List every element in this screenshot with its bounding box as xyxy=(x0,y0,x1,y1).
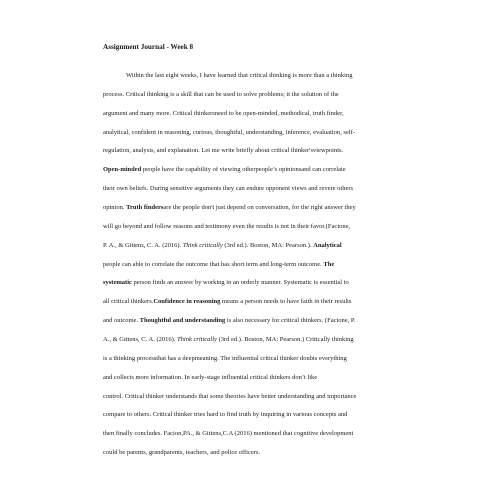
text-run: process. Critical thinking is a skill that can be used to solve problems; it the solution of the xyxy=(103,90,339,98)
bold-term: Open-minded xyxy=(103,166,142,174)
text-line xyxy=(103,166,403,185)
text-run: P. A., & Gittens, C. A. (2016). xyxy=(103,241,183,249)
text-line xyxy=(103,449,403,468)
text-line xyxy=(103,204,403,223)
bold-term: Confidence in reasoning xyxy=(153,298,221,306)
text-line xyxy=(103,223,403,242)
text-run: argument and many more. Critical thinkersneed to be open-minded, methodical, truth finder, xyxy=(103,109,344,117)
text-run: people have the capability of viewing otherpeople’s opinionsand can correlate xyxy=(141,166,346,174)
bold-term: systematic xyxy=(103,279,132,287)
text-line xyxy=(103,110,403,129)
text-line xyxy=(103,72,403,91)
bold-term: Thoughtful and understanding xyxy=(139,317,226,325)
journal-paragraph xyxy=(103,72,403,468)
text-run: are the people don't just depend on conversation, for the right answer they xyxy=(163,204,356,212)
text-run: will go beyond and follow reasons and testimony even the results is not in their favor.(Facione, xyxy=(103,222,351,230)
bold-term: The xyxy=(323,260,335,268)
text-line xyxy=(103,298,403,317)
italic-title: Think critically xyxy=(182,241,223,249)
text-run: all critical thinkers. xyxy=(103,298,154,306)
text-line xyxy=(103,147,403,166)
text-run: regulation, analysis, and explanation. Let me write briefly about critical thinker'sviewpoints. xyxy=(103,147,344,155)
text-run: is also necessary for critical thinkers. (Facione, P. xyxy=(225,317,356,325)
text-line xyxy=(103,242,403,261)
text-run: (3rd ed.). Boston, MA: Pearson.). xyxy=(222,241,314,249)
bold-term: Analytical xyxy=(313,241,342,249)
text-line xyxy=(103,411,403,430)
text-run: opinion. xyxy=(103,204,127,212)
text-line xyxy=(103,317,403,336)
text-run: and outcome. xyxy=(103,317,140,325)
text-run: then finally concludes. Facion,PA., & Gittens,C.A (2016) mentioned that cognitive development xyxy=(103,430,354,438)
text-run: could be parents, grandparents, teachers, and police officers. xyxy=(103,449,261,457)
text-line xyxy=(103,91,403,110)
text-line xyxy=(103,261,403,280)
text-run: compare to others. Critical thinker tries hard to find truth by inquiring in various concepts and xyxy=(103,411,348,419)
text-line xyxy=(103,355,403,374)
bold-term: Truth finders xyxy=(126,204,164,212)
text-run: and collects more information. In early-stage influential critical thinkers don’t like xyxy=(103,373,318,381)
text-line xyxy=(103,129,403,148)
text-run: (3rd ed.). Boston, MA: Pearson.) Critically thinking xyxy=(216,336,354,344)
text-line xyxy=(103,374,403,393)
text-line xyxy=(103,279,403,298)
text-run: means a person needs to have faith in their results xyxy=(220,298,352,306)
text-line xyxy=(103,430,403,449)
text-run: analytical, confident in reasoning, curious, thoughtful, understanding, inference, evaluation, self- xyxy=(103,128,355,136)
text-run: their own beliefs. During sensitive arguments they can endure opponent views and revere others xyxy=(103,185,354,193)
text-run: person finds an answer by working in an orderly manner. Systematic is essential to xyxy=(131,279,349,287)
text-line xyxy=(103,185,403,204)
italic-title: Think critically xyxy=(177,336,217,344)
text-run: people can able to correlate the outcome that has short term and long-term outcome. xyxy=(103,260,324,268)
text-run: control. Critical thinker understands that some theories have better understanding and importance xyxy=(103,392,357,400)
text-run: Within the last eight weeks, I have learned that critical thinking is more than a thinking xyxy=(126,72,353,79)
text-run: A., & Gittens, C. A. (2016). xyxy=(103,336,178,344)
document-title: Assignment Journal - Week 8 xyxy=(103,43,194,51)
text-line xyxy=(103,393,403,412)
text-line xyxy=(103,336,403,355)
text-run: is a thinking processthat has a deepmeaning. The influential critical thinker doubts everything xyxy=(103,354,347,362)
